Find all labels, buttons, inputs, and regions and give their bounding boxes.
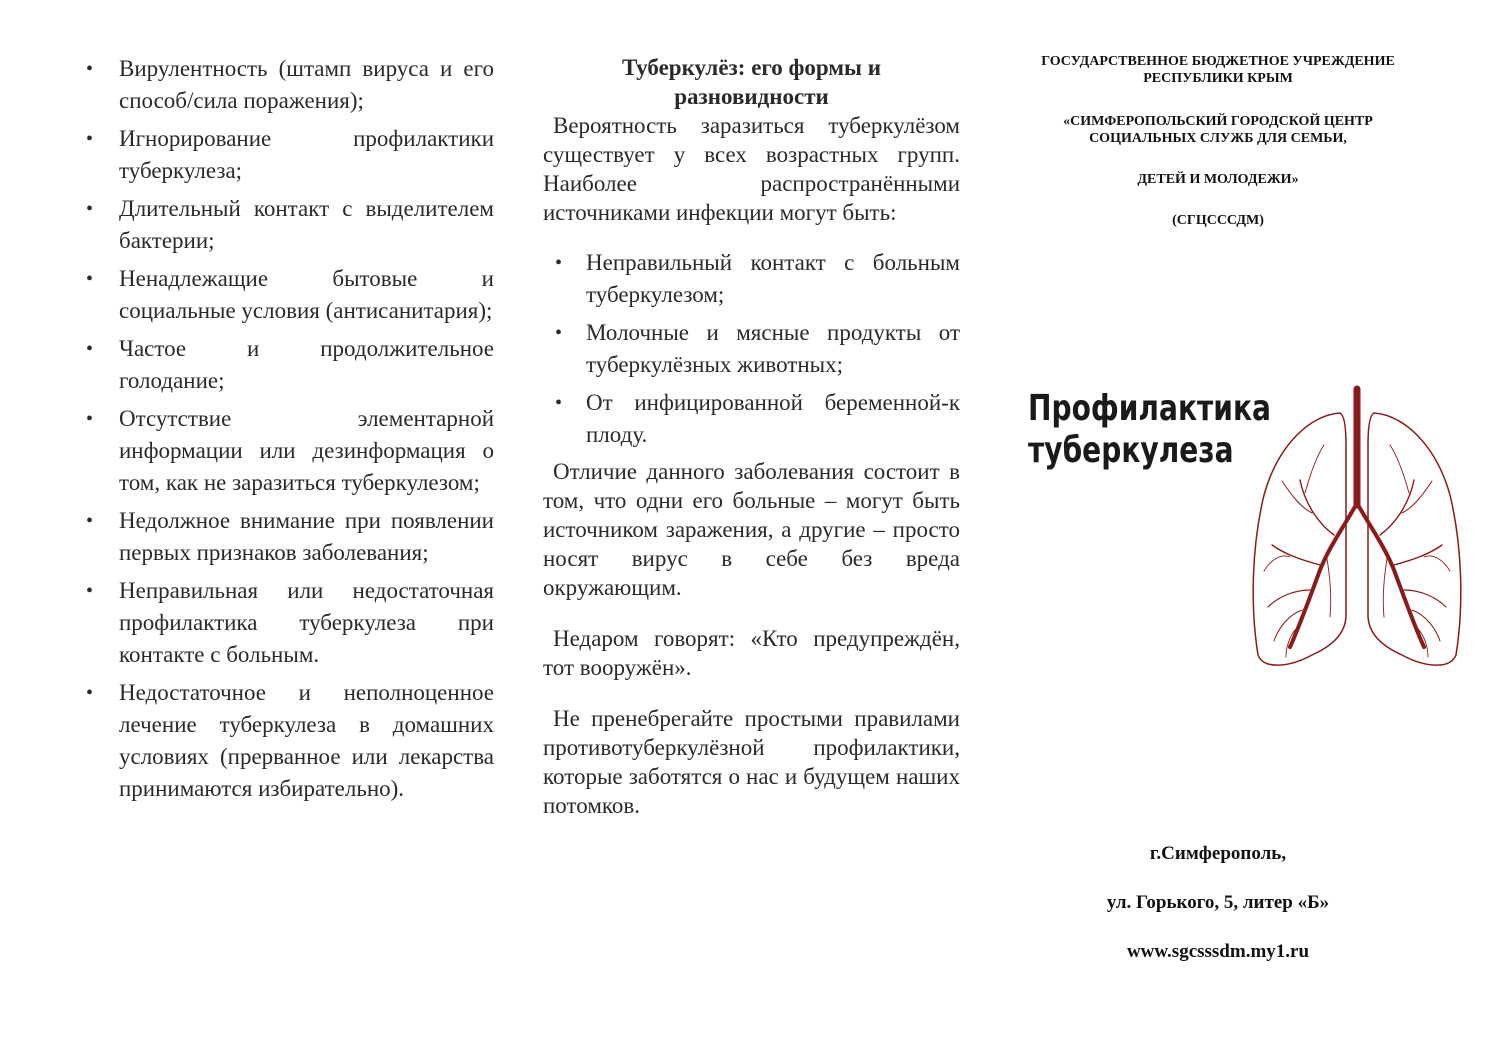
contacts-block (1008, 842, 1428, 964)
risk-factors-list (86, 53, 494, 805)
center-name: «СИМФЕРОПОЛЬСКИЙ ГОРОДСКОЙ ЦЕНТР СОЦИАЛЬНЫХ СЛУЖБ ДЛЯ СЕМЬИ, (1063, 114, 1373, 146)
org-name: ГОСУДАРСТВЕННОЕ БЮДЖЕТНОЕ УЧРЕЖДЕНИЕ РЕСПУБЛИКИ КРЫМ (1041, 54, 1395, 86)
list-item: • Недостаточное и неполноценное лечение туберкулеза в домашних условиях (прерванное или лекарства принимаются избирательно). (86, 677, 494, 805)
list-item: • Игнорирование профилактики туберкулеза; (86, 123, 494, 187)
list-item: • Вирулентность (штамп вируса и его способ/сила поражения); (86, 53, 494, 117)
cover-column (1008, 53, 1428, 229)
intro-paragraph: Вероятность заразиться туберкулёзом существует у всех возрастных групп. Наиболее распространёнными источниками инфекции могут быть: (543, 113, 960, 225)
city-text: г.Симферополь, (1149, 843, 1287, 864)
list-item: • Длительный контакт с выделителем бактерии; (86, 193, 494, 257)
lungs-icon (1250, 385, 1465, 675)
list-item: • Неправильная или недостаточная профилактика туберкулеза при контакте с больным. (86, 575, 494, 671)
list-item: • От инфицированной беременной-к плоду. (543, 387, 960, 451)
infection-sources-list (543, 247, 960, 451)
center-abbr: (СГЦСССДМ) (1172, 213, 1264, 228)
list-item: • Ненадлежащие бытовые и социальные условия (антисанитария); (86, 263, 494, 327)
list-item: • Недолжное внимание при появлении первых признаков заболевания; (86, 505, 494, 569)
advice-paragraph: Не пренебрегайте простыми правилами противотуберкулёзной профилактики, которые заботятся о нас и будущем наших потомков. (543, 706, 960, 818)
center-name-cont: ДЕТЕЙ И МОЛОДЕЖИ» (1137, 172, 1299, 187)
proverb-paragraph: Недаром говорят: «Кто предупреждён, тот вооружён». (543, 626, 960, 680)
address-text: ул. Горького, 5, литер «Б» (1106, 892, 1330, 913)
list-item: • Частое и продолжительное голодание; (86, 333, 494, 397)
tb-forms-column (543, 53, 960, 820)
risk-factors-column (86, 53, 494, 811)
list-item: • Неправильный контакт с больным туберкулезом; (543, 247, 960, 311)
brochure-title (1028, 388, 1271, 472)
list-item: • Отсутствие элементарной информации или дезинформация о том, как не заразиться туберкулезом; (86, 403, 494, 499)
brochure-title-line1: Профилактика (1028, 388, 1271, 429)
list-item: • Молочные и мясные продукты от туберкулёзных животных; (543, 317, 960, 381)
brochure-title-line2: туберкулеза (1028, 430, 1234, 471)
website-link[interactable]: www.sgcsssdm.my1.ru (1126, 941, 1310, 962)
section-title: Туберкулёз: его формы и разновидности (621, 55, 882, 109)
difference-paragraph: Отличие данного заболевания состоит в том, что одни его больные – могут быть источником заражения, а другие – просто носят вирус в себе без вреда окружающим. (543, 459, 960, 600)
